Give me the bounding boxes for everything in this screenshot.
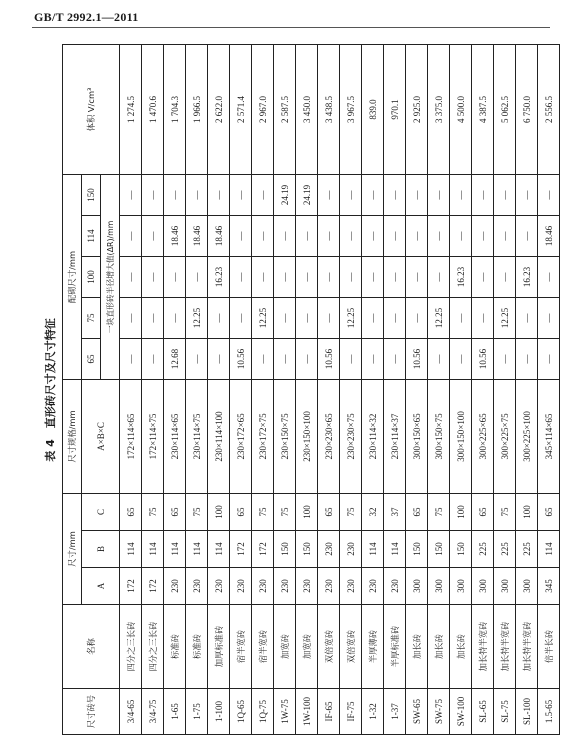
cell-spec: 172×114×75: [142, 379, 164, 493]
table-body: [120, 44, 560, 734]
cell-name: 双倍宽砖: [318, 605, 340, 689]
cell-c: 100: [296, 493, 318, 530]
cell-radius-65: —: [450, 338, 472, 379]
cell-spec: 230×114×37: [384, 379, 406, 493]
cell-b: 114: [384, 531, 406, 568]
table-row: [120, 44, 142, 734]
cell-c: 75: [428, 493, 450, 530]
cell-radius-75: —: [318, 297, 340, 338]
cell-radius-150: —: [340, 174, 362, 215]
cell-code: 1-100: [208, 689, 230, 735]
cell-volume: 1 274.5: [120, 44, 142, 174]
cell-radius-150: —: [252, 174, 274, 215]
cell-radius-75: —: [142, 297, 164, 338]
cell-radius-100: —: [362, 256, 384, 297]
table-row: [296, 44, 318, 734]
cell-radius-114: —: [494, 215, 516, 256]
cell-spec: 300×225×65: [472, 379, 494, 493]
cell-a: 230: [384, 568, 406, 605]
cell-radius-65: —: [274, 338, 296, 379]
header-radius-65: 65: [82, 338, 101, 379]
cell-spec: 230×114×75: [186, 379, 208, 493]
cell-radius-114: —: [318, 215, 340, 256]
cell-b: 150: [274, 531, 296, 568]
header-spec-sub: A×B×C: [82, 379, 120, 493]
cell-radius-150: —: [516, 174, 538, 215]
cell-code: 1-65: [164, 689, 186, 735]
cell-a: 345: [538, 568, 560, 605]
cell-a: 230: [318, 568, 340, 605]
cell-a: 300: [472, 568, 494, 605]
cell-a: 230: [252, 568, 274, 605]
cell-volume: 2 967.0: [252, 44, 274, 174]
table-row: [494, 44, 516, 734]
header-rule: [32, 27, 550, 28]
cell-spec: 230×230×65: [318, 379, 340, 493]
header-spec-group: 尺寸规格/mm: [63, 379, 82, 493]
cell-spec: 230×114×65: [164, 379, 186, 493]
table-row: [450, 44, 472, 734]
cell-radius-65: —: [340, 338, 362, 379]
cell-radius-150: —: [164, 174, 186, 215]
cell-a: 300: [494, 568, 516, 605]
cell-code: SW-65: [406, 689, 428, 735]
cell-radius-114: —: [296, 215, 318, 256]
cell-radius-65: —: [252, 338, 274, 379]
cell-spec: 300×150×100: [450, 379, 472, 493]
header-c: C: [82, 493, 120, 530]
cell-spec: 230×114×32: [362, 379, 384, 493]
cell-b: 230: [340, 531, 362, 568]
header-radius-114: 114: [82, 215, 101, 256]
cell-radius-114: —: [120, 215, 142, 256]
cell-radius-65: 10.56: [472, 338, 494, 379]
cell-a: 230: [296, 568, 318, 605]
cell-radius-75: 12.25: [340, 297, 362, 338]
cell-code: 3/4-65: [120, 689, 142, 735]
cell-c: 37: [384, 493, 406, 530]
cell-radius-65: 10.56: [406, 338, 428, 379]
cell-name: 加长特半宽砖: [494, 605, 516, 689]
cell-volume: 3 438.5: [318, 44, 340, 174]
cell-code: 1-37: [384, 689, 406, 735]
cell-a: 230: [230, 568, 252, 605]
cell-a: 172: [120, 568, 142, 605]
cell-b: 150: [296, 531, 318, 568]
cell-radius-75: —: [516, 297, 538, 338]
cell-c: 65: [230, 493, 252, 530]
cell-name: 宿半宽砖: [230, 605, 252, 689]
cell-b: 150: [428, 531, 450, 568]
cell-radius-75: 12.25: [186, 297, 208, 338]
cell-radius-75: —: [472, 297, 494, 338]
cell-c: 65: [472, 493, 494, 530]
cell-radius-150: —: [318, 174, 340, 215]
table-row: [538, 44, 560, 734]
header-radius-100: 100: [82, 256, 101, 297]
cell-a: 172: [142, 568, 164, 605]
cell-code: SW-100: [450, 689, 472, 735]
cell-name: 四分之三长砖: [142, 605, 164, 689]
cell-radius-100: —: [164, 256, 186, 297]
cell-c: 100: [450, 493, 472, 530]
cell-radius-65: —: [186, 338, 208, 379]
cell-name: 加宽砖: [274, 605, 296, 689]
cell-name: 加长砖: [406, 605, 428, 689]
cell-radius-75: —: [406, 297, 428, 338]
cell-b: 114: [208, 531, 230, 568]
cell-radius-150: —: [494, 174, 516, 215]
cell-c: 65: [406, 493, 428, 530]
cell-spec: 230×150×100: [296, 379, 318, 493]
header-radius-note: 一块直形砖半径增大值(ΔR)/mm: [101, 174, 120, 379]
cell-radius-150: —: [208, 174, 230, 215]
cell-name: 加长砖: [450, 605, 472, 689]
cell-radius-114: —: [252, 215, 274, 256]
cell-code: IF-65: [318, 689, 340, 735]
cell-spec: 300×225×75: [494, 379, 516, 493]
cell-c: 100: [516, 493, 538, 530]
cell-code: SW-75: [428, 689, 450, 735]
cell-spec: 300×150×65: [406, 379, 428, 493]
header-b: B: [82, 531, 120, 568]
cell-volume: 3 375.0: [428, 44, 450, 174]
cell-code: SL-100: [516, 689, 538, 735]
cell-radius-100: —: [538, 256, 560, 297]
cell-radius-114: —: [384, 215, 406, 256]
cell-volume: 970.1: [384, 44, 406, 174]
cell-b: 114: [164, 531, 186, 568]
cell-radius-75: —: [384, 297, 406, 338]
cell-c: 75: [494, 493, 516, 530]
header-volume: 体积 V/cm³: [63, 44, 120, 174]
table-row: [208, 44, 230, 734]
cell-radius-65: —: [428, 338, 450, 379]
table-row: [340, 44, 362, 734]
cell-name: 四分之三长砖: [120, 605, 142, 689]
cell-radius-75: —: [538, 297, 560, 338]
cell-name: 标准砖: [164, 605, 186, 689]
header-size-group: 尺寸/mm: [63, 493, 82, 604]
cell-radius-100: —: [252, 256, 274, 297]
cell-a: 230: [274, 568, 296, 605]
cell-volume: 6 750.0: [516, 44, 538, 174]
cell-radius-114: —: [274, 215, 296, 256]
table-head: [63, 44, 120, 734]
cell-b: 172: [230, 531, 252, 568]
cell-volume: 5 062.5: [494, 44, 516, 174]
cell-radius-100: 16.23: [516, 256, 538, 297]
cell-radius-100: —: [406, 256, 428, 297]
cell-spec: 300×150×75: [428, 379, 450, 493]
cell-radius-114: —: [406, 215, 428, 256]
cell-name: 加长特半宽砖: [472, 605, 494, 689]
cell-radius-65: 10.56: [230, 338, 252, 379]
cell-code: 1W-100: [296, 689, 318, 735]
cell-code: SL-65: [472, 689, 494, 735]
cell-radius-150: —: [428, 174, 450, 215]
table-row: [362, 44, 384, 734]
cell-radius-100: —: [318, 256, 340, 297]
cell-volume: 4 387.5: [472, 44, 494, 174]
cell-radius-65: —: [384, 338, 406, 379]
cell-radius-65: —: [362, 338, 384, 379]
rotated-table-page: [40, 45, 554, 735]
cell-b: 225: [516, 531, 538, 568]
cell-code: 1-75: [186, 689, 208, 735]
table-caption: 表 4 直形砖尺寸及尺寸特征: [44, 318, 57, 462]
cell-name: 加宽砖: [296, 605, 318, 689]
cell-radius-114: —: [472, 215, 494, 256]
cell-code: SL-75: [494, 689, 516, 735]
cell-name: 标准砖: [186, 605, 208, 689]
cell-name: 倍半长砖: [538, 605, 560, 689]
cell-radius-100: —: [274, 256, 296, 297]
table-row: [428, 44, 450, 734]
cell-radius-75: —: [296, 297, 318, 338]
cell-b: 114: [362, 531, 384, 568]
cell-code: 1W-75: [274, 689, 296, 735]
cell-radius-100: —: [186, 256, 208, 297]
table-row: [516, 44, 538, 734]
cell-radius-100: 16.23: [450, 256, 472, 297]
table-region: [40, 45, 554, 735]
cell-volume: 2 571.4: [230, 44, 252, 174]
cell-radius-150: —: [450, 174, 472, 215]
cell-radius-75: 12.25: [428, 297, 450, 338]
cell-name: 双倍宽砖: [340, 605, 362, 689]
cell-volume: 2 622.0: [208, 44, 230, 174]
cell-volume: 4 500.0: [450, 44, 472, 174]
cell-volume: 1 966.5: [186, 44, 208, 174]
cell-radius-114: —: [230, 215, 252, 256]
header-code: 尺寸砖号: [63, 689, 120, 735]
cell-radius-114: 18.46: [164, 215, 186, 256]
cell-radius-150: —: [230, 174, 252, 215]
cell-volume: 2 587.5: [274, 44, 296, 174]
cell-radius-114: —: [142, 215, 164, 256]
cell-a: 300: [450, 568, 472, 605]
cell-c: 65: [120, 493, 142, 530]
cell-code: 1.5-65: [538, 689, 560, 735]
cell-radius-65: 12.68: [164, 338, 186, 379]
cell-radius-150: —: [120, 174, 142, 215]
cell-radius-100: —: [494, 256, 516, 297]
cell-a: 230: [340, 568, 362, 605]
header-name: 名称: [63, 605, 120, 689]
cell-code: 1-32: [362, 689, 384, 735]
cell-b: 225: [472, 531, 494, 568]
cell-b: 225: [494, 531, 516, 568]
cell-b: 150: [406, 531, 428, 568]
table-row: [142, 44, 164, 734]
cell-a: 300: [428, 568, 450, 605]
cell-spec: 230×114×100: [208, 379, 230, 493]
cell-name: 半厚标准砖: [384, 605, 406, 689]
cell-name: 加长特半宽砖: [516, 605, 538, 689]
cell-c: 32: [362, 493, 384, 530]
cell-radius-75: —: [274, 297, 296, 338]
cell-b: 114: [120, 531, 142, 568]
cell-name: 半厚薄砖: [362, 605, 384, 689]
cell-radius-114: —: [516, 215, 538, 256]
cell-c: 65: [318, 493, 340, 530]
cell-code: 1Q-65: [230, 689, 252, 735]
cell-volume: 3 967.5: [340, 44, 362, 174]
cell-radius-100: —: [296, 256, 318, 297]
cell-code: 1Q-75: [252, 689, 274, 735]
cell-c: 75: [340, 493, 362, 530]
cell-spec: 172×114×65: [120, 379, 142, 493]
cell-radius-100: —: [230, 256, 252, 297]
cell-radius-150: —: [384, 174, 406, 215]
cell-radius-75: —: [230, 297, 252, 338]
table-row: [186, 44, 208, 734]
cell-radius-100: —: [340, 256, 362, 297]
cell-radius-100: —: [428, 256, 450, 297]
cell-a: 230: [208, 568, 230, 605]
cell-radius-114: 18.46: [186, 215, 208, 256]
cell-radius-75: —: [362, 297, 384, 338]
cell-radius-65: —: [516, 338, 538, 379]
cell-radius-100: 16.23: [208, 256, 230, 297]
cell-radius-150: —: [186, 174, 208, 215]
cell-radius-150: 24.19: [296, 174, 318, 215]
cell-c: 65: [538, 493, 560, 530]
cell-c: 65: [164, 493, 186, 530]
cell-radius-65: —: [120, 338, 142, 379]
cell-volume: 3 450.0: [296, 44, 318, 174]
cell-radius-114: —: [428, 215, 450, 256]
cell-spec: 230×230×75: [340, 379, 362, 493]
cell-radius-65: —: [208, 338, 230, 379]
table-row: [164, 44, 186, 734]
cell-spec: 230×150×75: [274, 379, 296, 493]
cell-name: 加长砖: [428, 605, 450, 689]
cell-radius-75: —: [450, 297, 472, 338]
brick-dimension-table: [62, 44, 560, 735]
table-row: [230, 44, 252, 734]
cell-a: 230: [164, 568, 186, 605]
header-radius-75: 75: [82, 297, 101, 338]
cell-volume: 1 704.3: [164, 44, 186, 174]
cell-a: 300: [516, 568, 538, 605]
cell-b: 172: [252, 531, 274, 568]
table-row: [384, 44, 406, 734]
cell-spec: 300×225×100: [516, 379, 538, 493]
cell-spec: 230×172×75: [252, 379, 274, 493]
cell-radius-75: 12.25: [252, 297, 274, 338]
cell-spec: 345×114×65: [538, 379, 560, 493]
cell-radius-75: —: [208, 297, 230, 338]
cell-radius-114: —: [362, 215, 384, 256]
cell-radius-100: —: [384, 256, 406, 297]
cell-c: 75: [186, 493, 208, 530]
cell-radius-65: —: [296, 338, 318, 379]
header-radius-150: 150: [82, 174, 101, 215]
cell-b: 150: [450, 531, 472, 568]
cell-radius-75: —: [120, 297, 142, 338]
cell-volume: 2 556.5: [538, 44, 560, 174]
cell-radius-114: —: [340, 215, 362, 256]
cell-a: 230: [362, 568, 384, 605]
cell-name: 加厚标准砖: [208, 605, 230, 689]
cell-volume: 839.0: [362, 44, 384, 174]
cell-a: 230: [186, 568, 208, 605]
header-a: A: [82, 568, 120, 605]
cell-radius-150: —: [406, 174, 428, 215]
cell-radius-150: —: [142, 174, 164, 215]
cell-b: 114: [142, 531, 164, 568]
cell-c: 100: [208, 493, 230, 530]
cell-radius-114: —: [450, 215, 472, 256]
cell-volume: 1 470.6: [142, 44, 164, 174]
cell-radius-100: —: [142, 256, 164, 297]
cell-b: 230: [318, 531, 340, 568]
table-row: [274, 44, 296, 734]
cell-radius-75: 12.25: [494, 297, 516, 338]
table-row: [406, 44, 428, 734]
table-row: [472, 44, 494, 734]
cell-radius-65: —: [494, 338, 516, 379]
cell-code: 3/4-75: [142, 689, 164, 735]
cell-radius-65: —: [142, 338, 164, 379]
table-row: [318, 44, 340, 734]
cell-volume: 2 925.0: [406, 44, 428, 174]
cell-radius-150: —: [362, 174, 384, 215]
cell-radius-100: —: [120, 256, 142, 297]
header-radius-group: 配砌尺寸/mm: [63, 174, 82, 379]
cell-b: 114: [538, 531, 560, 568]
table-row: [252, 44, 274, 734]
cell-c: 75: [274, 493, 296, 530]
cell-code: IF-75: [340, 689, 362, 735]
cell-c: 75: [142, 493, 164, 530]
cell-radius-114: 18.46: [538, 215, 560, 256]
cell-radius-150: 24.19: [274, 174, 296, 215]
cell-radius-100: —: [472, 256, 494, 297]
page-header: GB/T 2992.1—2011: [34, 10, 139, 24]
cell-radius-65: —: [538, 338, 560, 379]
cell-radius-114: 18.46: [208, 215, 230, 256]
cell-a: 300: [406, 568, 428, 605]
cell-c: 75: [252, 493, 274, 530]
cell-spec: 230×172×65: [230, 379, 252, 493]
cell-b: 114: [186, 531, 208, 568]
cell-radius-150: —: [472, 174, 494, 215]
cell-radius-65: 10.56: [318, 338, 340, 379]
cell-radius-75: —: [164, 297, 186, 338]
cell-name: 宿半宽砖: [252, 605, 274, 689]
cell-radius-150: —: [538, 174, 560, 215]
